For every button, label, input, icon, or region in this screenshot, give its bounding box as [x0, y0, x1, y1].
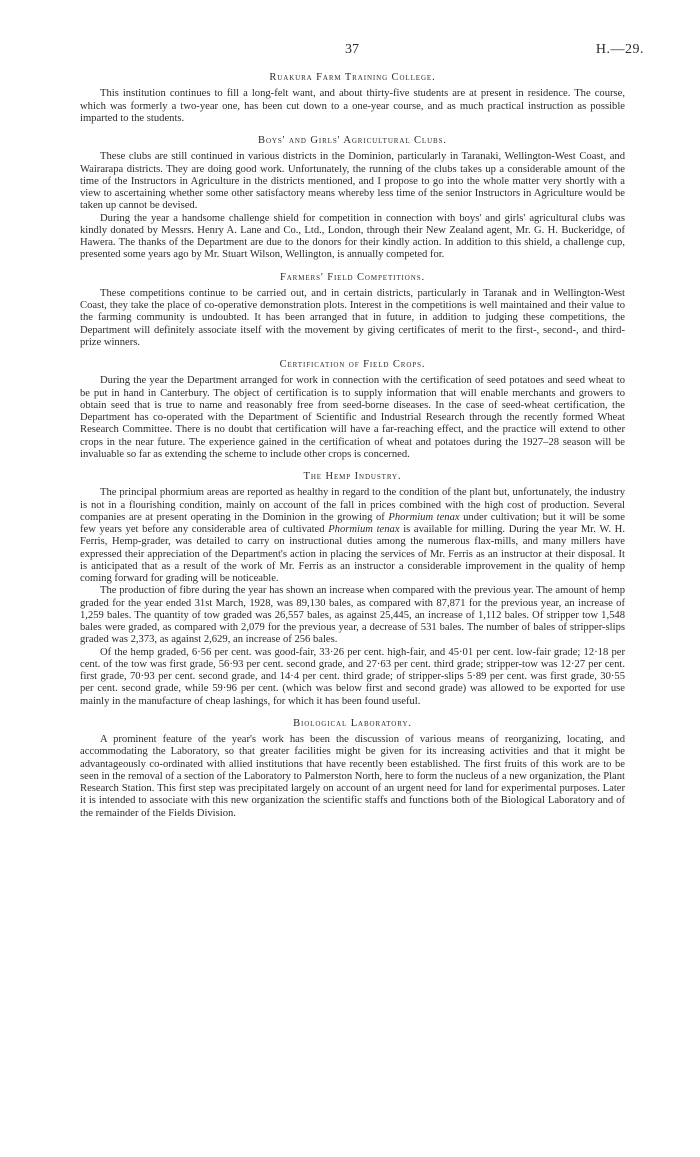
paragraph: This institution continues to fill a long-felt want, and about thirty-five students are at present in residence. The course, which was formerly a two-year one, has been cut down to a one-year course, and as much practical instruction as possible imparted to the students. [80, 88, 625, 124]
paragraph: A prominent feature of the year's work has been the discussion of various means of reorganizing, locating, and accommodating the Laboratory, so that greater facilities might be given for its increasing activities and that it might be advantageously co-ordinated with allied institutions that have recently been established. The first fruits of this work are to be seen in the removal of a section of the Laboratory to Palmerston North, here to form the nucleus of a new organization, the Plant Research Station. This first step was precipitated largely on account of an urgent need for land for experimental purposes. Later it is intended to associate with this new organization the scientific staffs and functions both of the Biological Laboratory and of the remainder of the Fields Division. [80, 734, 625, 819]
paragraph: Of the hemp graded, 6·56 per cent. was good-fair, 33·26 per cent. high-fair, and 45·01 per cent. low-fair grade; 12·18 per cent. of the tow was first grade, 56·93 per cent. second grade, and 27·63 per cent. third grade; stripper-tow was 12·27 per cent. first grade, 70·93 per cent. second grade, and 14·4 per cent. third grade; of stripper-slips 5·89 per cent. was first grade, 30·55 per cent. second grade, while 59·96 per cent. (which was below first and second grade) was allowed to be exported for use mainly in the manufacture of cheap lashings, for which it has been found useful. [80, 646, 625, 707]
paragraph: These competitions continue to be carried out, and in certain districts, particularly in Taranak and in Wellington-West Coast, they take the place of co-operative demonstration plots. Interest in the competitions is well maintained and their value to the farming community is undoubted. It has been arranged that in future, in addition to judging these competitions, the Department will definitely associate itself with the movement by giving certificates of merit to the first-, second-, and third-prize winners. [80, 287, 625, 348]
page-number: 37 [345, 42, 359, 57]
paragraph: During the year a handsome challenge shield for competition in connection with boys' and girls' agricultural clubs was kindly donated by Messrs. Henry A. Lane and Co., Ltd., London, through their New Zealand agent, Mr. G. H. Buckeridge, of Hawera. The thanks of the Department are due to the donors for their kindly action. In addition to this shield, a challenge cup, presented some years ago by Mr. Stuart Wilson, Wellington, is annually competed for. [80, 212, 625, 261]
paragraph: The principal phormium areas are reported as healthy in regard to the condition of the plant but, unfortunately, the industry is not in a flourishing condition, mainly on account of the fall in prices combined with the high cost of production. Several companies are at present operating in the Dominion in the growing of Phormium tenax under cultivation; but it will be some few years yet before any considerable area of cultivated Phormium tenax is available for milling. During the year Mr. W. H. Ferris, Hemp-grader, was detailed to carry on instructional duties among the numerous flax-mills, and many millers have expressed their appreciation of the Department's action in placing the services of Mr. Ferris as an instructor at their disposal. It is anticipated that as a result of the work of Mr. Ferris as an instructor a considerable improvement in the quality of hemp coming forward for grading will be noticeable. [80, 487, 625, 584]
section-title: Farmers' Field Competitions. [279, 271, 426, 283]
paragraph: These clubs are still continued in various districts in the Dominion, particularly in Taranaki, Wellington-West Coast, and Wairarapa districts. They are doing good work. Unfortunately, the running of the clubs takes up a considerable amount of the time of the Instructors in Agriculture in the districts mentioned, and I propose to go into the whole matter very shortly with a view to ascertaining whether some other satisfactory means whereby less time of the senior Instructors in Agriculture would be taken up cannot be devised. [80, 151, 625, 212]
section-title: Certification of Field Crops. [279, 359, 426, 370]
section-title: Boys' and Girls' Agricultural Clubs. [258, 135, 447, 146]
document-reference: H.—29. [595, 42, 644, 57]
section-title: Biological Laboratory. [293, 717, 412, 729]
section-title: The Hemp Industry. [303, 471, 402, 482]
paragraph: The production of fibre during the year has shown an increase when compared with the previous year. The amount of hemp graded for the year ended 31st March, 1928, was 89,130 bales, as compared with 87,871 for the previous year, an increase of 1,259 bales. The quantity of tow graded was 26,557 bales, as against 25,445, an increase of 1,112 bales. Of stripper tow 1,548 bales were graded, as compared with 2,079 for the previous year, a decrease of 531 bales. The number of bales of stripper-slips graded was 2,373, as against 2,629, an increase of 256 bales. [80, 585, 625, 646]
page-body [80, 72, 625, 820]
page-header [0, 42, 700, 62]
paragraph: During the year the Department arranged for work in connection with the certification of seed potatoes and seed wheat to be put in hand in Canterbury. The object of certification is to supply information that will enable merchants and growers to obtain seed that is true to name and reasonably free from seed-borne diseases. In the case of seed-wheat certification, the Department has co-operated with the Department of Scientific and Industrial Research through the recently formed Wheat Research Committee. There is no doubt that certification will have a far-reaching effect, and the practice will extend to other crops in the near future. The experience gained in the certification of wheat and potatoes during the 1927–28 season will be invaluable so far as extending the scheme to include other crops is concerned. [80, 375, 625, 460]
section-title: Ruakura Farm Training College. [269, 72, 436, 83]
